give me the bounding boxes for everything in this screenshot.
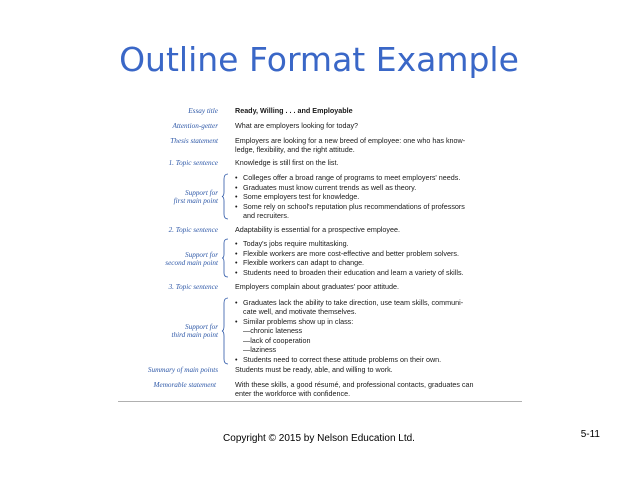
topic-sentence-2: Adaptability is essential for a prospective employee.	[235, 225, 401, 234]
label-essay-title: Essay title	[188, 107, 218, 115]
attention-getter-text: What are employers looking for today?	[235, 121, 359, 130]
bullet-icon: •	[235, 298, 238, 307]
bullet-icon: •	[235, 173, 238, 182]
brace-support-1	[221, 173, 229, 220]
memorable-line-2: enter the workforce with confidence.	[235, 389, 351, 398]
bottom-rule	[118, 401, 522, 402]
label-support-1b: first main point	[173, 197, 218, 205]
label-support-3a: Support for	[185, 323, 218, 331]
label-attention-getter: Attention-getter	[172, 122, 218, 130]
topic-sentence-1: Knowledge is still first on the list.	[235, 158, 339, 167]
memorable-line-1: With these skills, a good résumé, and professional contacts, graduates can	[235, 380, 474, 389]
bullet-icon: •	[235, 267, 238, 277]
bullet-icon: •	[235, 354, 238, 364]
essay-title: Ready, Willing . . . and Employable	[235, 106, 353, 115]
bullet-icon: •	[235, 248, 238, 258]
label-topic-1: 1. Topic sentence	[168, 159, 218, 167]
label-memorable: Memorable statement	[153, 381, 216, 389]
slide-title: Outline Format Example	[119, 40, 519, 79]
list-item-continuation: and recruiters.	[243, 210, 289, 220]
label-support-2b: second main point	[165, 259, 218, 267]
sub-item: —chronic lateness	[243, 326, 303, 335]
essay-outline: Essay title Ready, Willing . . . and Employable Attention-getter What are employers looking for today? Thesis statement Employers are looking for a new breed of employee: one who has know- ledge, flexibility, and the right attitude. 1. Topic sentence Knowledge is still first on the list. Support for first main point • Colleges offer a broad range of programs to meet employers' needs. • Graduates must know current trends as well as theory. • Some employers test for knowledge. • Some rely on school's reputation plus recommendations of professors and recruiters. 2. Topic sentence Adaptability is essential for a prospective employee. Support for second main point • Today's jobs require multitasking. • Flexible workers are more cost-effective and better problem solvers. • Flexible workers can adapt to change. • Students need to broaden their education and learn a variety of skills. 3. Topic sentence Employers complain about graduates' poor attitude. Support for third main point • Graduates lack the ability to take direction, use team skills, communi- cate well, and motivate themselves. • Similar problems show up in class: —chronic lateness —lack of cooperation —laziness • Students need to correct these attitude problems on their own. Summary of main points Students must be ready, able, and willing to work.	[147, 106, 466, 374]
sub-item: —lack of cooperation	[243, 335, 311, 345]
copyright-footer: Copyright © 2015 by Nelson Education Ltd.	[223, 433, 415, 444]
bullet-icon: •	[235, 192, 238, 201]
slide-number: 5-11	[580, 429, 600, 440]
label-summary: Summary of main points	[147, 366, 218, 374]
thesis-line-1: Employers are looking for a new breed of employee: one who has know-	[235, 136, 466, 145]
summary-text: Students must be ready, able, and willing to work.	[235, 365, 393, 374]
label-topic-2: 2. Topic sentence	[168, 226, 218, 234]
topic-sentence-3: Employers complain about graduates' poor attitude.	[235, 282, 399, 291]
thesis-line-2: ledge, flexibility, and the right attitude.	[235, 145, 355, 154]
brace-support-2	[221, 238, 229, 278]
brace-support-3	[221, 297, 229, 365]
label-support-1a: Support for	[185, 189, 218, 197]
label-support-3b: third main point	[171, 331, 218, 339]
label-thesis: Thesis statement	[170, 137, 218, 145]
bullet-icon: •	[235, 316, 238, 326]
label-topic-3: 3. Topic sentence	[168, 283, 218, 291]
bullet-icon: •	[235, 182, 238, 192]
bullet-icon: •	[235, 201, 238, 211]
list-item-continuation: cate well, and motivate themselves.	[243, 307, 357, 316]
bullet-icon: •	[235, 239, 238, 248]
sub-item: —laziness	[243, 345, 277, 354]
bullet-icon: •	[235, 258, 238, 267]
label-support-2a: Support for	[185, 251, 218, 259]
